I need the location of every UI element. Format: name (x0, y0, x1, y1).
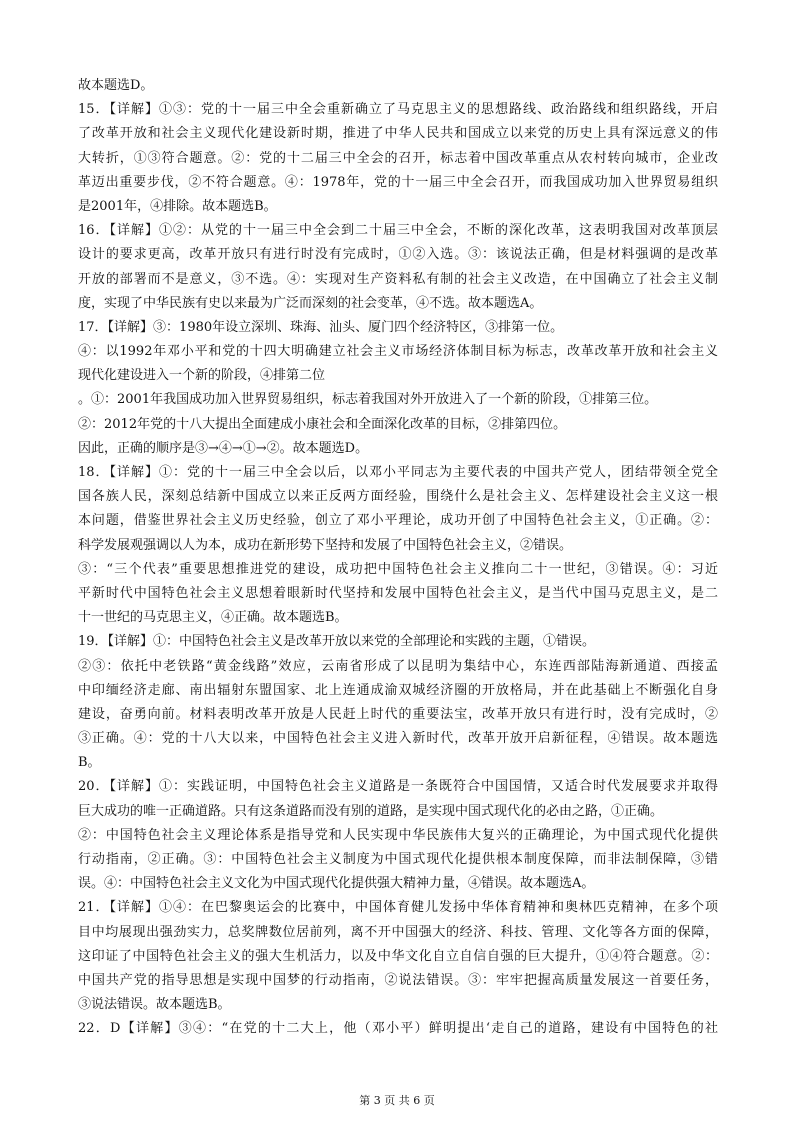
text-line: 平新时代中国特色社会主义思想着眼新时代坚持和发展中国特色社会主义，是当代中国马克思主义，是二 (78, 585, 718, 601)
text-line: 大转折，①③符合题意。②：党的十二届三中全会的召开，标志着中国改革重点从农村转向城市，企业改 (78, 150, 718, 166)
text-line: 15．【详解】①③：党的十一届三中全会重新确立了马克思主义的思想路线、政治路线和组织路线，开启 (78, 102, 718, 118)
text-line: 18．【详解】①：党的十一届三中全会以后，以邓小平同志为主要代表的中国共产党人，团结带领全党全 (78, 465, 718, 480)
text-line: ②③：依托中老铁路“黄金线路”效应，云南省形成了以昆明为集结中心，东连西部陆海新通道、西接孟 (78, 658, 718, 674)
text-line: 16．【详解】①②：从党的十一届三中全会到二十届三中全会，不断的深化改革，这表明我国对改革顶层 (78, 223, 718, 239)
text-line: 。①：2001年我国成功加入世界贸易组织，标志着我国对外开放进入了一个新的阶段，①排第三位。 (78, 392, 658, 408)
text-line: 十一世纪的马克思主义，④正确。故本题选B。 (78, 610, 348, 626)
text-line: 现代化建设进入一个新的阶段，④排第二位 (78, 368, 326, 384)
text-line: 中国共产党的指导思想是实现中国梦的行动指南，②说法错误。③：牢牢把握高质量发展这一首要任务， (78, 972, 718, 988)
text-line: 19．【详解】①：中国特色社会主义是改革开放以来党的全部理论和实践的主题，①错误。 (78, 634, 596, 650)
text-line: 了改革开放和社会主义现代化建设新时期，推进了中华人民共和国成立以来党的历史上具有深远意义的伟 (78, 126, 718, 142)
text-line: 度，实现了中华民族有史以来最为广泛而深刻的社会变革，④不选。故本题选A。 (78, 295, 543, 311)
text-line: ③说法错误。故本题选B。 (78, 997, 231, 1013)
page-footer: 第 3 页 共 6 页 (359, 1094, 435, 1107)
text-line: ③正确。④：党的十八大以来，中国特色社会主义进入新时代，改革开放开启新征程，④错误。故本题选 (78, 731, 718, 747)
text-line: 行动指南，②正确。③：中国特色社会主义制度为中国式现代化提供根本制度保障，而非法制保障，③错 (78, 852, 718, 867)
document-body (78, 74, 718, 1042)
text-line: 目中均展现出强劲实力，总奖牌数位居前列，离不开中国强大的经济、科技、管理、文化等各方面的保障， (78, 924, 718, 940)
text-line: 22．D【详解】③④：“在党的十二大上，他（邓小平）鲜明提出‘走自己的道路，建设有中国特色的社 (78, 1021, 718, 1037)
text-line: ②：2012年党的十八大提出全面建成小康社会和全面深化改革的目标，②排第四位。 (78, 416, 567, 432)
text-line: 误。④：中国特色社会主义文化为中国式现代化提供强大精神力量，④错误。故本题选A。 (78, 876, 595, 892)
text-line: 国各族人民，深刻总结新中国成立以来正反两方面经验，围绕什么是社会主义、怎样建设社会主义这一根 (78, 489, 718, 505)
text-line: 因此，正确的顺序是③→④→①→②。故本题选D。 (78, 440, 369, 456)
text-line: B。 (78, 755, 101, 771)
text-line: 巨大成功的唯一正确道路。只有这条道路而没有别的道路，是实现中国式现代化的必由之路，①正确。 (78, 803, 664, 819)
text-line: 故本题选D。 (78, 78, 154, 93)
text-line: 17．【详解】③：1980年设立深圳、珠海、汕头、厦门四个经济特区，③排第一位。 (78, 319, 564, 335)
text-line: 建设，奋勇向前。材料表明改革开放是人民赶上时代的重要法宝，改革开放只有进行时，没有完成时，② (78, 706, 718, 722)
text-line: 革迈出重要步伐，②不符合题意。④：1978年，党的十一届三中全会召开，而我国成功加入世界贸易组织 (78, 174, 718, 190)
text-line: ②：中国特色社会主义理论体系是指导党和人民实现中华民族伟大复兴的正确理论，为中国式现代化提供 (78, 827, 718, 843)
text-line: 20．【详解】①：实践证明，中国特色社会主义道路是一条既符合中国国情，又适合时代发展要求并取得 (78, 779, 718, 795)
text-line: 开放的部署而不是意义，③不选。④：实现对生产资料私有制的社会主义改造，在中国确立了社会主义制 (78, 271, 718, 287)
text-line: 21．【详解】①④：在巴黎奥运会的比赛中，中国体育健儿发扬中华体育精神和奥林匹克精神，在多个项 (78, 900, 718, 916)
text-line: ④：以1992年邓小平和党的十四大明确建立社会主义市场经济体制目标为标志，改革改革开放和社会主义 (78, 344, 718, 360)
text-line: 中印缅经济走廊、南出辐射东盟国家、北上连通成渝双城经济圈的开放格局，并在此基础上不断强化自身 (78, 682, 718, 698)
text-line: 科学发展观强调以人为本，成功在新形势下坚持和发展了中国特色社会主义，②错误。 (78, 537, 573, 553)
text-line: 本问题，借鉴世界社会主义历史经验，创立了邓小平理论，成功开创了中国特色社会主义，①正确。②： (78, 513, 718, 529)
text-line: 设计的要求更高，改革开放只有进行时没有完成时，①②入选。③：该说法正确，但是材料强调的是改革 (78, 247, 718, 263)
text-line: 这印证了中国特色社会主义的强大生机活力，以及中华文化自立自信自强的巨大提升，①④符合题意。②： (78, 948, 718, 964)
text-line: ③：“三个代表”重要思想推进党的建设，成功把中国特色社会主义推向二十一世纪，③错误。④：习近 (78, 561, 718, 577)
text-line: 是2001年，④排除。故本题选B。 (78, 198, 277, 214)
